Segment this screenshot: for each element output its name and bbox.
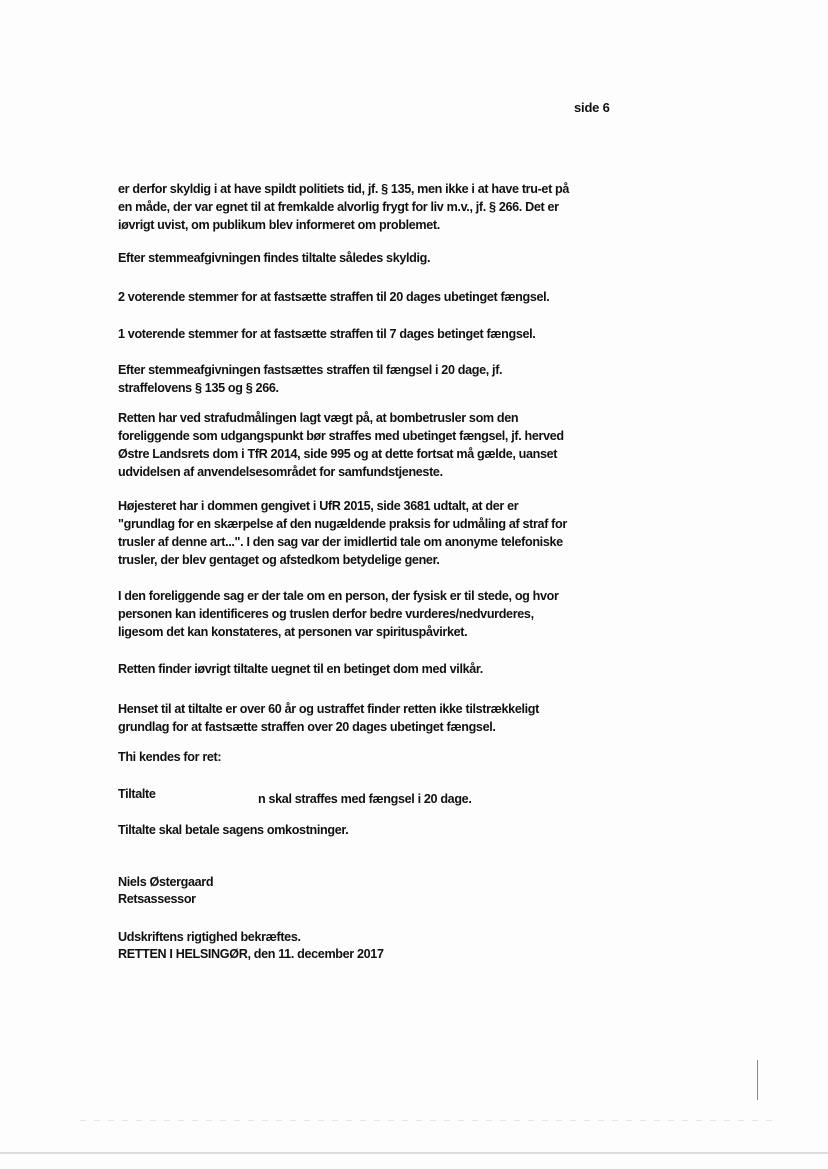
signature-title: Retsassessor: [118, 892, 196, 906]
paragraph-4: 1 voterende stemmer for at fastsætte straffen til 7 dages betinget fængsel.: [118, 327, 536, 341]
signature-name: Niels Østergaard: [118, 875, 214, 889]
verdict-sentence: n skal straffes med fængsel i 20 dage.: [258, 792, 472, 806]
page-number: side 6: [574, 100, 610, 115]
paragraph-8: I den foreliggende sag er der tale om en person, der fysisk er til stede, og hvor personen kan identificeres og truslen derfor bedre vurderes/nedvurderes, ligesom det kan konstateres, at personen var spirituspåvirket.: [118, 589, 559, 639]
paragraph-6: Retten har ved strafudmålingen lagt vægt på, at bombetrusler som den foreliggende som udgangspunkt bør straffes med ubetinget fængsel, jf. herved Østre Landsrets dom i TfR 2014, side 995 og at dette fortsat må gælde, uanset udvidelsen af anvendelsesområdet for samfundstjeneste.: [118, 411, 564, 479]
scan-artifact-line: [80, 1120, 780, 1121]
paragraph-5: Efter stemmeafgivningen fastsættes straffen til fængsel i 20 dage, jf. straffelovens § 135 og § 266.: [118, 363, 503, 395]
verdict-label: Tiltalte: [118, 787, 156, 801]
paragraph-1: er derfor skyldig i at have spildt politiets tid, jf. § 135, men ikke i at have tru-et på en måde, der var egnet til at fremkalde alvorlig frygt for liv m.v., jf. § 266. Det er iøvrigt uvist, om publikum blev informeret om problemet.: [118, 182, 570, 232]
certification-line-2: RETTEN I HELSINGØR, den 11. december 2017: [118, 947, 384, 961]
paragraph-10: Henset til at tiltalte er over 60 år og ustraffet finder retten ikke tilstrækkeligt grundlag for at fastsætte straffen over 20 dages ubetinget fængsel.: [118, 702, 539, 734]
paragraph-7: Højesteret har i dommen gengivet i UfR 2015, side 3681 udtalt, at der er "grundlag for en skærpelse af den nugældende praksis for udmåling af straf for trusler af denne art...". I den sag var der imidlertid tale om anonyme telefoniske trusler, der blev gentaget og afstedkom betydelige gener.: [118, 499, 567, 567]
paragraph-9: Retten finder iøvrigt tiltalte uegnet til en betinget dom med vilkår.: [118, 662, 483, 676]
certification-line-1: Udskriftens rigtighed bekræftes.: [118, 930, 301, 944]
verdict-costs: Tiltalte skal betale sagens omkostninger.: [118, 823, 349, 837]
paragraph-3: 2 voterende stemmer for at fastsætte straffen til 20 dages ubetinget fængsel.: [118, 290, 550, 304]
verdict-heading: Thi kendes for ret:: [118, 750, 222, 764]
scan-mark: [757, 1060, 758, 1100]
paragraph-2: Efter stemmeafgivningen findes tiltalte således skyldig.: [118, 251, 431, 265]
page-bottom-edge: [0, 1152, 828, 1154]
